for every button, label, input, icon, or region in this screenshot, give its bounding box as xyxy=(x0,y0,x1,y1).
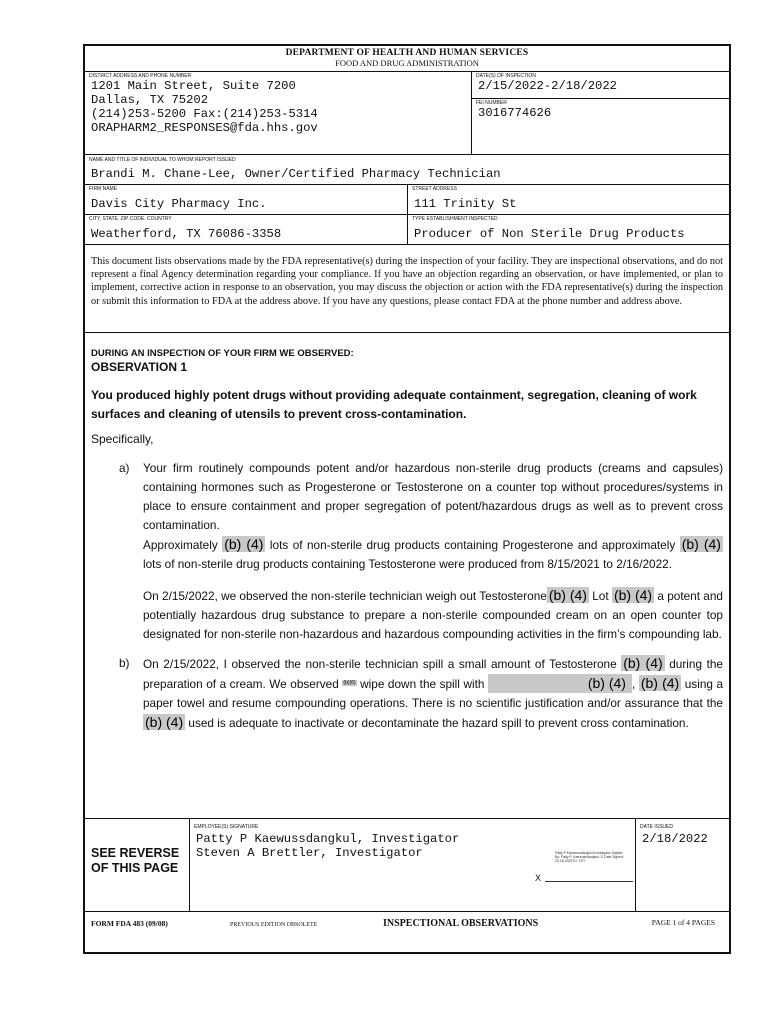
street-cell xyxy=(407,185,729,214)
date-issued-cell xyxy=(635,819,729,911)
employee-signature-cell xyxy=(189,819,635,911)
redaction-b4-wide: (b) (4) xyxy=(488,674,632,693)
intro-text: This document lists observations made by the FDA representative(s) during the inspection of your facility. They are inspectional observations, and do not represent a final Agency determination regarding your compliance. If you have an objection regarding an observation, or have implemented, or plan to implement, corrective action in response to an observation, you may discuss the objection or action with the FDA representative(s) during the inspection or submit this information to FDA at the address above. If you have any questions, please contact FDA at the phone number and address above. xyxy=(85,245,729,333)
item-a-p2-text-b: lots of non-sterile drug products containing Progesterone and approximately xyxy=(269,538,676,552)
recipient-row xyxy=(85,155,729,185)
city-cell xyxy=(85,215,407,244)
item-a-p3-text-a: On 2/15/2022, we observed the non-sterile technician weigh out Testosterone xyxy=(143,589,547,603)
form-number: FORM FDA 483 (09/08) xyxy=(91,919,168,928)
city-row xyxy=(85,215,729,245)
redaction-b4: (b) (4) xyxy=(640,675,680,691)
item-a-marker: a) xyxy=(119,461,130,475)
street-label: STREET ADDRESS xyxy=(412,186,457,192)
redaction-b4: (b) (4) xyxy=(623,655,663,671)
item-a-p3-text-c: a potent and potentially hazardous drug substance to prepare a non-sterile compounded cream on an open counter top designated for non-sterile non-hazardous and hazardous compounding activities in the firm’s compounding lab. xyxy=(143,589,723,641)
item-b-text-4: , xyxy=(631,677,636,691)
date-issued-label: DATE ISSUED xyxy=(640,824,673,830)
firm-label: FIRM NAME xyxy=(89,186,118,192)
see-reverse-cell xyxy=(85,819,189,911)
item-b-paragraph xyxy=(143,654,723,733)
district-row xyxy=(85,72,729,155)
footer-title: INSPECTIONAL OBSERVATIONS xyxy=(383,918,539,929)
page-number: PAGE 1 of 4 PAGES xyxy=(651,918,715,927)
firm-cell xyxy=(85,185,407,214)
agency-title: FOOD AND DRUG ADMINISTRATION xyxy=(335,58,479,68)
establishment-cell xyxy=(407,215,729,244)
recipient-value: Brandi M. Chane-Lee, Owner/Certified Pharmacy Technician xyxy=(91,167,501,181)
observation-title: OBSERVATION 1 xyxy=(91,360,188,374)
observations-section xyxy=(85,333,729,819)
form-footer xyxy=(85,912,729,932)
redaction-b4: (b) (4) xyxy=(224,536,264,552)
district-line-1: 1201 Main Street, Suite 7200 xyxy=(91,79,296,93)
employee-signature-label: EMPLOYEE(S) SIGNATURE xyxy=(194,824,259,830)
during-inspection-heading: DURING AN INSPECTION OF YOUR FIRM WE OBSERVED: xyxy=(91,348,354,359)
signature-line xyxy=(545,881,633,882)
item-b-text-3: wipe down the spill with xyxy=(360,677,485,691)
city-value: Weatherford, TX 76086-3358 xyxy=(91,227,282,241)
inspection-dates-block xyxy=(472,72,729,98)
inspection-dates-label: DATE(S) OF INSPECTION xyxy=(476,73,536,79)
item-b-text-2: during the preparation of a cream. We observed xyxy=(143,657,723,691)
item-b-text-5: using a paper towel and resume compounding operations. There is no scientific justification and/or assurance that the xyxy=(143,677,724,710)
fei-label: FEI NUMBER xyxy=(476,100,507,106)
signature-x-mark: X xyxy=(535,873,542,883)
recipient-label: NAME AND TITLE OF INDIVIDUAL TO WHOM REPORT ISSUED xyxy=(89,157,236,163)
specifically-label: Specifically, xyxy=(91,432,154,446)
electronic-signature xyxy=(535,851,635,897)
redaction-b6: (b)(6) xyxy=(343,680,356,686)
fei-value: 3016774626 xyxy=(478,106,552,120)
investigator-2: Steven A Brettler, Investigator xyxy=(196,846,423,860)
item-a-p3-text-b: Lot xyxy=(592,589,609,603)
establishment-value: Producer of Non Sterile Drug Products xyxy=(414,227,685,241)
item-a-paragraph-3 xyxy=(143,586,723,644)
item-a-paragraph-2 xyxy=(143,535,723,574)
redaction-b4: (b) (4) xyxy=(548,587,587,603)
item-a-paragraph-1: Your firm routinely compounds potent and/or hazardous non-sterile drug products (creams and capsules) containing hormones such as Progesterone or Testosterone on a counter top without procedures/systems in place to ensure containment and proper segregation of potent/hazardous drugs as well as to prevent cross contamination. xyxy=(143,461,723,532)
item-b-text-1: On 2/15/2022, I observed the non-sterile technician spill a small amount of Testosterone xyxy=(143,657,617,671)
district-address-label: DISTRICT ADDRESS AND PHONE NUMBER xyxy=(89,73,192,79)
investigator-1: Patty P Kaewussdangkul, Investigator xyxy=(196,832,460,846)
inspection-dates-value: 2/15/2022-2/18/2022 xyxy=(478,79,617,93)
district-line-2: Dallas, TX 75202 xyxy=(91,93,209,107)
firm-value: Davis City Pharmacy Inc. xyxy=(91,197,267,211)
fei-block xyxy=(472,98,729,120)
redaction-b4: (b) (4) xyxy=(681,536,721,552)
date-issued-value: 2/18/2022 xyxy=(642,832,708,846)
redaction-b4: (b) (4) xyxy=(613,587,653,603)
city-label: CITY, STATE, ZIP CODE, COUNTRY xyxy=(89,216,172,222)
firm-row xyxy=(85,185,729,215)
item-a-p2-text-c: lots of non-sterile drug products containing Testosterone were produced from 8/15/2021 to 2/16/2022. xyxy=(143,557,673,571)
observation-item-a xyxy=(91,459,723,644)
recipient-cell xyxy=(85,155,729,184)
see-reverse-line-1: SEE REVERSE xyxy=(91,846,180,860)
form-header xyxy=(85,46,729,72)
signature-row xyxy=(85,819,729,912)
signature-stamp: Patty P Kaewussdangkul Investigator Signed By: Patty P. Kaewussdangkul -S Date Signed: 02-18-2022 ID: 7/07 xyxy=(555,851,624,863)
district-address-cell xyxy=(85,72,471,154)
establishment-label: TYPE ESTABLISHMENT INSPECTED xyxy=(412,216,498,222)
observation-summary: You produced highly potent drugs without providing adequate containment, segregation, cleaning of work surfaces and cleaning of utensils to prevent cross-contamination. xyxy=(91,388,697,421)
previous-edition-note: PREVIOUS EDITION OBSOLETE xyxy=(230,922,318,928)
department-title: DEPARTMENT OF HEALTH AND HUMAN SERVICES xyxy=(285,48,529,58)
item-b-text-6: used is adequate to inactivate or decontaminate the hazard spill to prevent cross contamination. xyxy=(188,716,689,730)
street-value: 111 Trinity St xyxy=(414,197,517,211)
redaction-b4: (b) (4) xyxy=(145,714,184,730)
fda-483-form xyxy=(83,44,731,954)
district-line-3: (214)253-5200 Fax:(214)253-5314 xyxy=(91,107,318,121)
see-reverse-line-2: OF THIS PAGE xyxy=(91,861,179,875)
district-line-4: ORAPHARM2_RESPONSES@fda.hhs.gov xyxy=(91,121,318,135)
item-b-marker: b) xyxy=(119,656,130,670)
observation-item-b xyxy=(91,654,723,733)
item-a-p2-text-a: Approximately xyxy=(143,538,218,552)
inspection-info-cell xyxy=(471,72,729,154)
